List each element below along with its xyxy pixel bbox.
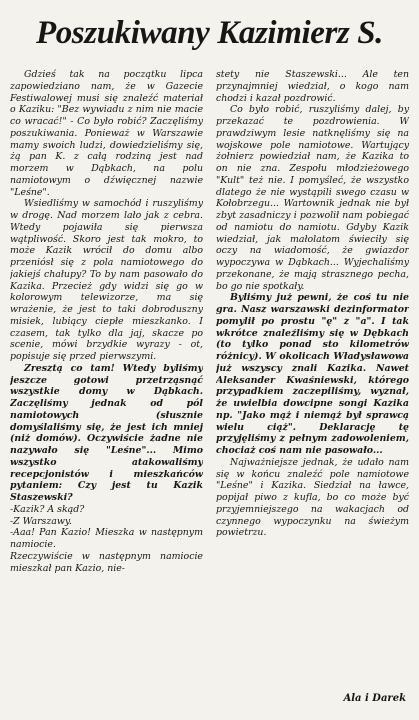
dialogue-line-2: -Z Warszawy. bbox=[10, 515, 72, 527]
article-title: Poszukiwany Kazimierz S. bbox=[35, 15, 384, 51]
paragraph-8: Najważniejsze jednak, że udało nam się w końcu znaleźć pole namiotowe "Leśne" i Kazika. Siedział na ławce, popijał piwo z kufla, bo co może być przyjemniejszego na wakacjach od czynnego wypoczynku na świeżym powietrzu. bbox=[216, 456, 409, 539]
article-columns bbox=[10, 69, 409, 709]
paragraph-7: Byliśmy już pewni, że coś tu nie gra. Nasz warszawski dezinformator pomylił po prostu "ę" z "a". I tak wkrótce znaleźliśmy się w Dębkach (to tylko ponad sto kilometrów różnicy). W okolicach Władysławowa już wszyscy znali Kazika. Nawet Aleksander Kwaśniewski, którego przypadkiem zaczepiliśmy, wyznał, że uwielbia dowcipne songi Kazika np. "Jako mąż i niemąż był sprawcą wielu ciąż". Deklarację tę przyjęliśmy z pełnym zadowoleniem, chociaż coś nam nie pasowało... bbox=[216, 292, 409, 456]
paragraph-1: Gdzieś tak na początku lipca zapowiedziano nam, że w Gazecie Festiwalowej musi się znaleźć materiał o Kaziku: "Bez wywiadu z nim nie macie co wracać!" - Co było robić? Zaczęliśmy poszukiwania. Ponieważ w Warszawie mamy swoich ludzi, dowiedzieliśmy się, żą pan K. z całą rodziną jest nad morzem w Dąbkach, na polu namiotowym o dźwięcznej nazwie "Leśne". bbox=[10, 69, 203, 198]
right-column bbox=[216, 69, 409, 697]
paragraph-4: Rzeczywiście w następnym namiocie mieszkał pan Kazio, nie- bbox=[10, 550, 203, 574]
paragraph-6: Co było robić, ruszyliśmy dalej, by przekazać te pozdrowienia. W prawdziwym lesie natknęliśmy się na wojskowe pole namiotowe. Wartujący żołnierz powiedział nam, że Kazika to on nie zna. Zespołu młodzieżowego "Kult" też nie. I pomyśleć, że wszystko dlatego że nie wystąpili swego czasu w Kołobrzegu... Wartownik jednak nie był zbyt zasadniczy i pozwolił nam pobiegać od namiotu do namiotu. Gdyby Kazik wiedział, jak małolatom świeciły się oczy na wiadomość, że gwiazdor wypoczywa w Dąbkach... Wyjechaliśmy przekonane, że mają strasznego pecha, bo go nie spotkały. bbox=[216, 104, 409, 292]
dialogue-line-3: -Aaa! Pan Kazio! Mieszka w następnym namiocie. bbox=[10, 527, 203, 550]
paragraph-5: stety nie Staszewski... Ale ten przynajmniej wiedział, o kogo nam chodzi i kazał pozdrowić. bbox=[216, 69, 409, 104]
left-column bbox=[10, 69, 203, 709]
dialogue-line-1: -Kazik? A skąd? bbox=[10, 503, 85, 515]
paragraph-2: Wsiedliśmy w samochód i ruszyliśmy w drogę. Nad morzem lało jak z cebra. Wtedy pojawiła się pierwsza wątpliwość. Skoro jest tak mokro, to może Kazik wrócił do domu albo przeniósł się z pola namiotowego do jakiejś chałupy? To by nam pasowało do Kazika. Przecież gdy widzi się go w kolorowym telewizorze, ma się wrażenie, że jest to taki dobroduszny misiek, lubiący ciepłe mieszkanko. I czasem, tak tylko dla jaj, skacze po scenie, mówi brzydkie wyrazy - ot, popisuje się przed pierwszymi. bbox=[10, 198, 203, 362]
paragraph-3: Zresztą co tam! Wtedy byliśmy jeszcze gotowi przetrząsnąć wszystkie domy w Dąbkach. Zaczęliśmy jednak od pól namiotowych (słusznie domyślaliśmy się, że jest ich mniej (niż domów). Oczywiście żadne nie nazywało się "Leśne"... Mimo wszystko atakowaliśmy recepcjonistów i mieszkańców pytaniem: Czy jest tu Kazik Staszewski? bbox=[10, 362, 203, 503]
author-signature: Ala i Darek bbox=[343, 693, 406, 704]
